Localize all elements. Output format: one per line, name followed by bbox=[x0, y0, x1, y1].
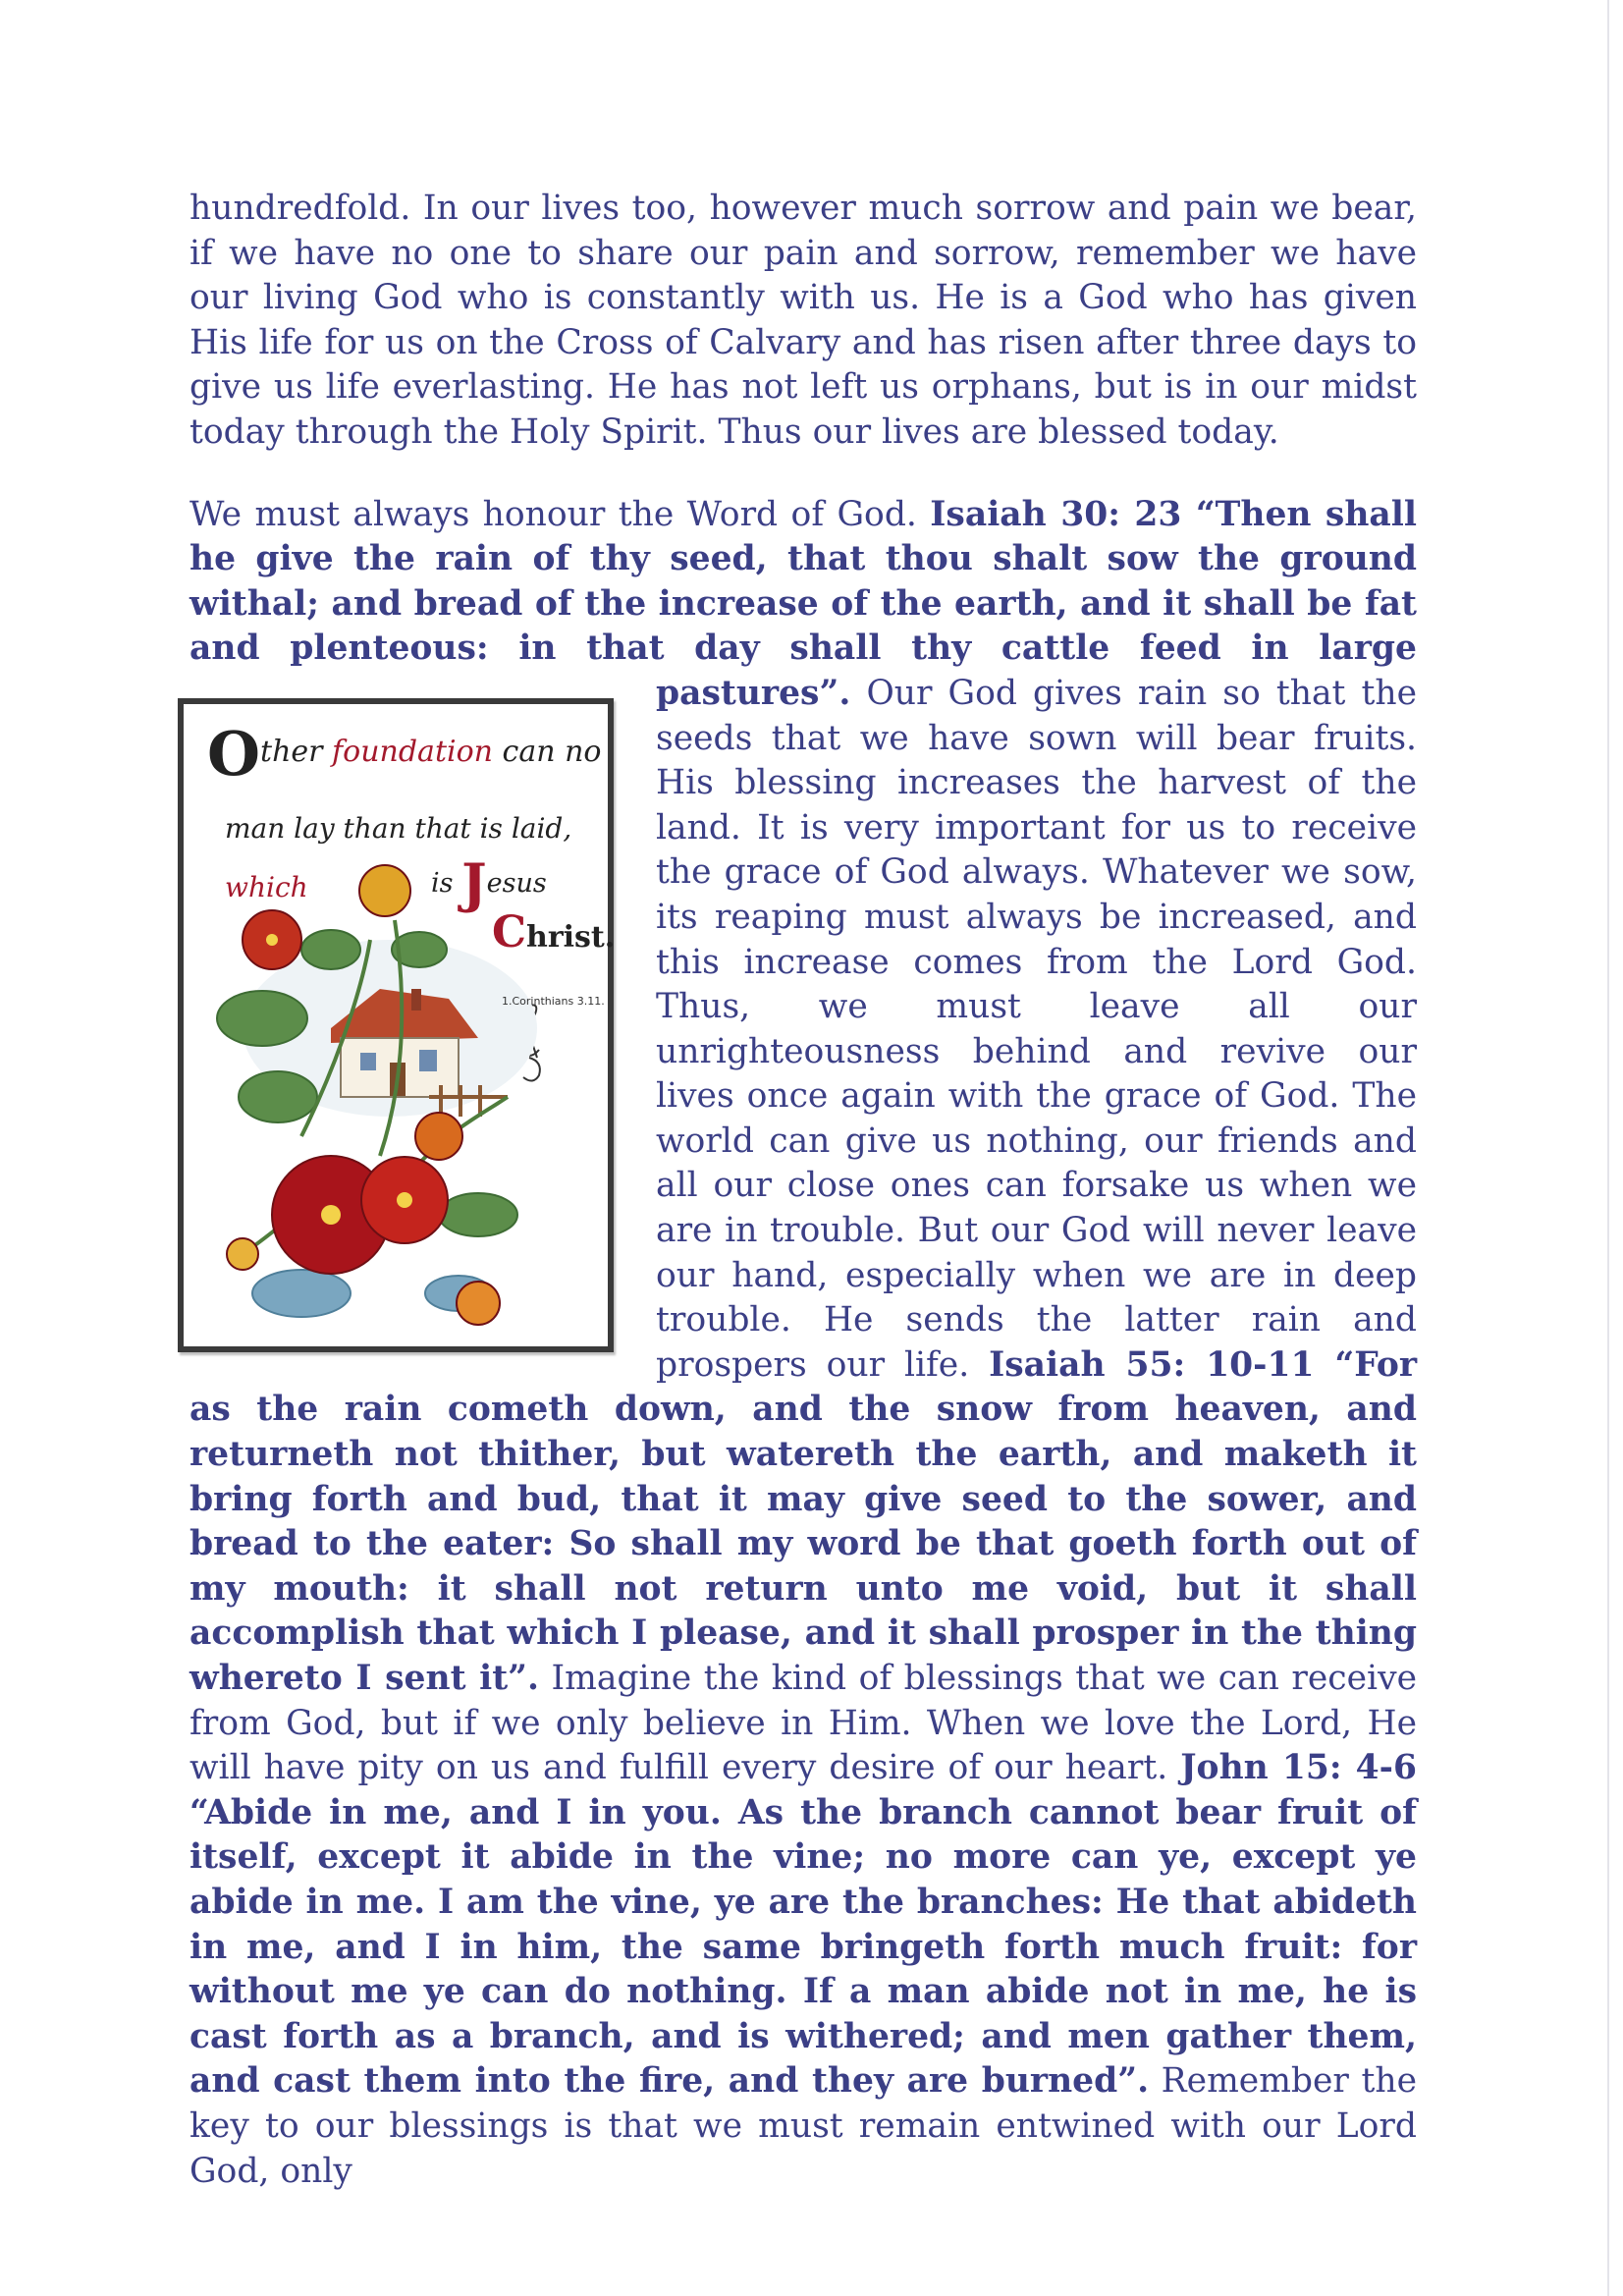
figure-line-2: man lay than that is laid, bbox=[225, 811, 572, 845]
page-edge-line bbox=[1607, 0, 1609, 2296]
paragraph-2-body-2: Imagine the kind of blessings that we can receive from God, but if we only believe in Him. When we love the Lord, He will have pity on us and fulfill every desire of our heart. bbox=[189, 1659, 1417, 1788]
flower-cottage-illustration bbox=[184, 704, 608, 1346]
nasturtium-card-image bbox=[178, 698, 614, 1352]
figure-reference: 1.Corinthians 3.11. bbox=[502, 994, 605, 1008]
verse-isaiah-30-23: Isaiah 30: 23 “Then shall he give the rain of thy seed, that thou shalt sow the ground withal; and bread of the increase of the earth, and it shall be fat and plenteous: in that day shall thy cattle feed in large pastures”. bbox=[189, 494, 1417, 713]
verse-john-15-4-6: John 15: 4-6 “Abide in me, and I in you. As the branch cannot bear fruit of itself, except it abide in the vine; no more can ye, except ye abide in me. I am the vine, ye are the branches: He that abideth in me, and I in him, the same bringeth forth much fruit: for without me ye can do nothing. If a man abide not in me, he is cast forth as a branch, and is withered; and men gather them, and cast them into the fire, and they are burned”. bbox=[189, 1748, 1417, 2102]
figure-line-1: Other foundation can no bbox=[207, 717, 602, 790]
paragraph-2 bbox=[189, 493, 1417, 2195]
figure-line-3-jesus: is Jesus bbox=[431, 850, 547, 914]
paragraph-2-intro: We must always honour the Word of God. bbox=[189, 494, 931, 534]
document-page bbox=[189, 187, 1417, 2194]
paragraph-2-body-3: Remember the key to our blessings is that we must remain entwined with our Lord God, only bbox=[189, 2061, 1417, 2191]
figure-line-3-which: which bbox=[225, 870, 308, 903]
verse-isaiah-55-10-11: Isaiah 55: 10-11 “For as the rain cometh down, and the snow from heaven, and returneth not thither, but watereth the earth, and maketh it bring forth and bud, that it may give seed to the sower, and bread to the eater: So shall my word be that goeth forth out of my mouth: it shall not return unto me void, but it shall accomplish that which I please, and it shall prosper in the thing whereto I sent it”. bbox=[189, 1344, 1418, 1698]
paragraph-2-body-1: Our God gives rain so that the seeds that we have sown will bear fruits. His blessing increases the harvest of the land. It is very important for us to receive the grace of God always. Whatever we sow, its reaping must always be increased, and this increase comes from the Lord God. Thus, we must leave all our unrighteousness behind and revive our lives once again with the grace of God. The world can give us nothing, our friends and all our close ones can forsake us when we are in trouble. But our God will never leave our hand, especially when we are in deep trouble. He sends the latter rain and prospers our life. bbox=[656, 673, 1418, 1385]
paragraph-1: hundredfold. In our lives too, however much sorrow and pain we bear, if we have no one to share our pain and sorrow, remember we have our living God who is constantly with us. He is a God who has given His life for us on the Cross of Calvary and has risen after three days to give us life everlasting. He has not left us orphans, but is in our midst today through the Holy Spirit. Thus our lives are blessed today. bbox=[189, 189, 1417, 452]
figure-line-4-christ: Christ. bbox=[492, 906, 616, 957]
